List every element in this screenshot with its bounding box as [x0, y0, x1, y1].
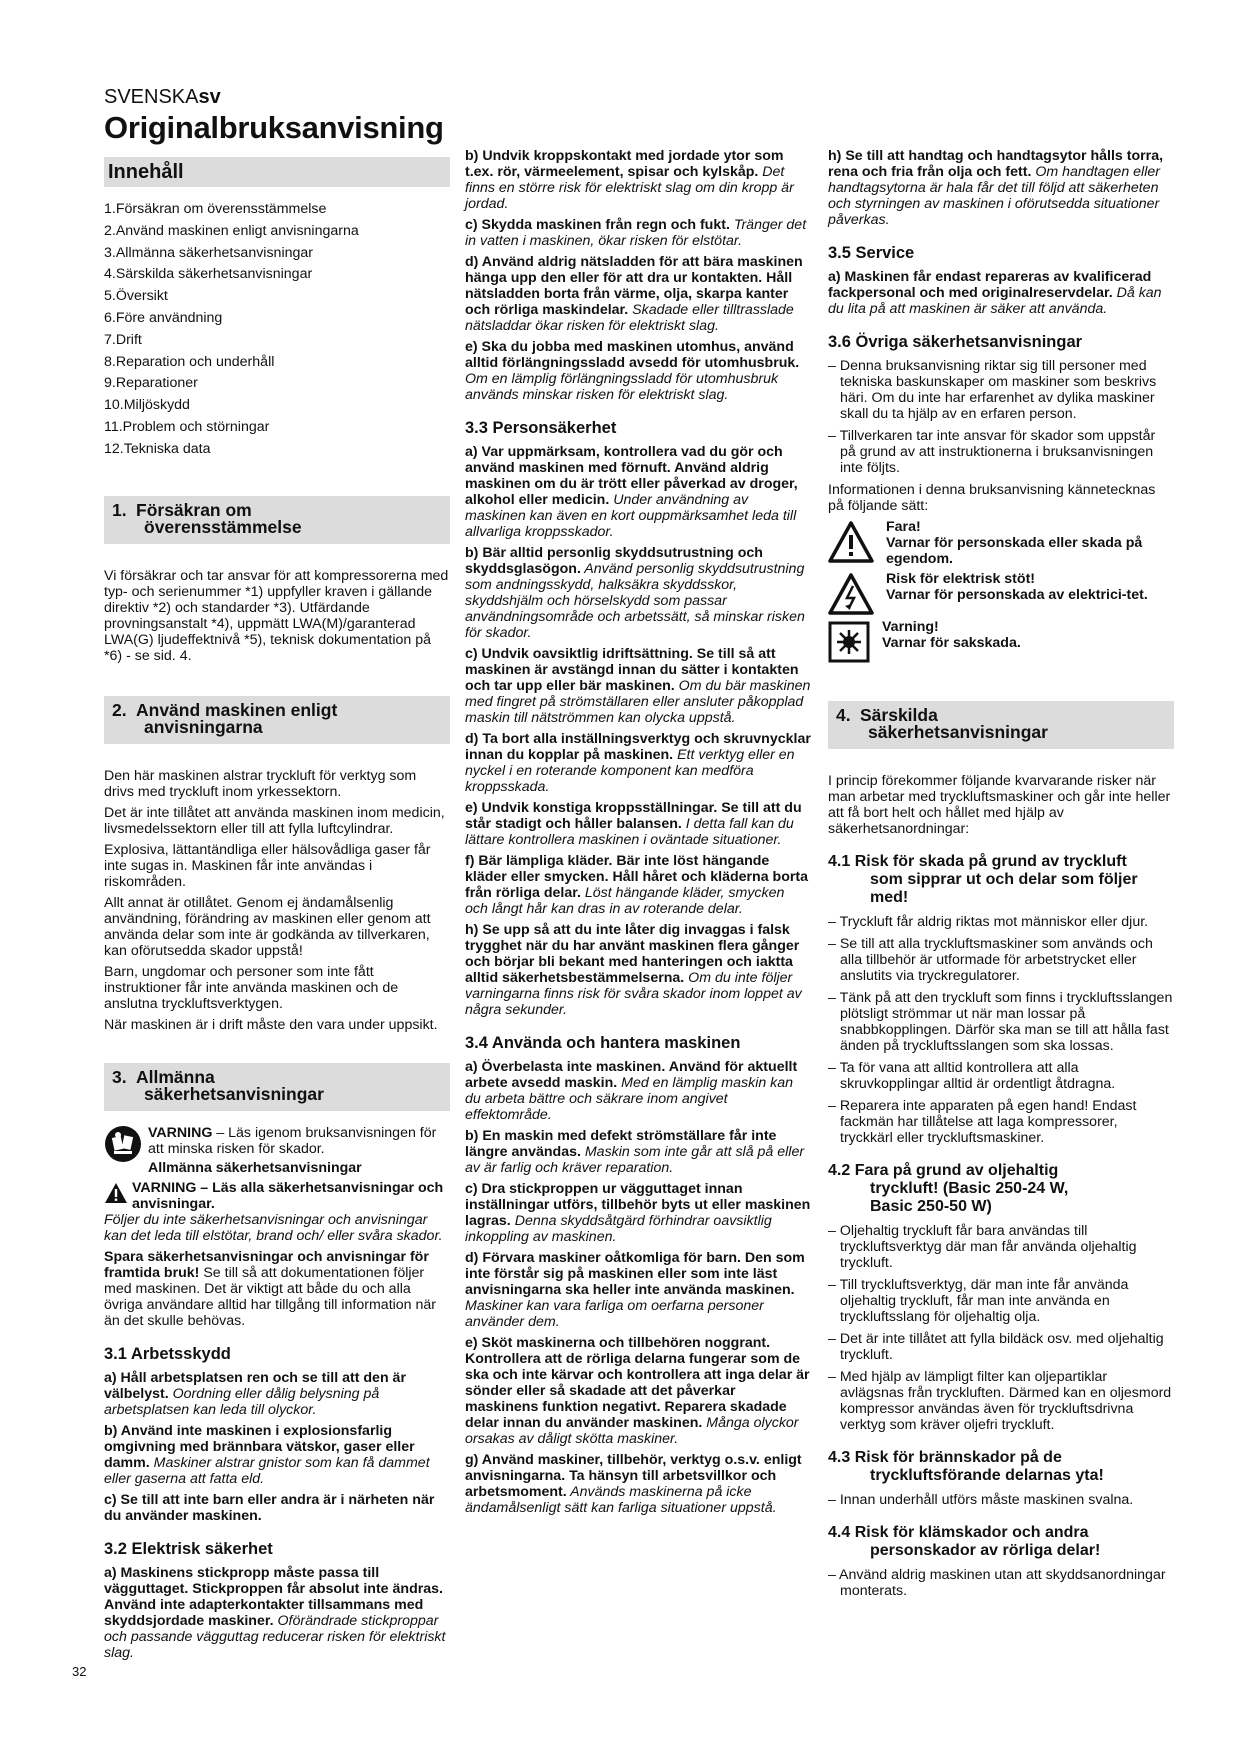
danger-triangle-icon — [828, 521, 874, 563]
bold-text: b) Undvik kroppskontakt med jordade ytor som t.ex. rör, värmeelement, spisar och kylskåp. — [465, 148, 784, 180]
paragraph — [465, 731, 811, 795]
warning-triangle-icon — [104, 1182, 128, 1204]
section-title-line2: säkerhetsanvisningar — [868, 722, 1048, 742]
bold-text: a) Maskinen får endast repareras av kvalificerad fackpersonal och med originalreservdelar. — [828, 269, 1152, 301]
paragraph — [465, 1452, 811, 1516]
paragraph: Allt annat är otillåtet. Genom ej ändamålsenlig användning, förändring av maskinen eller genom att använda delar som inte är godkända av tillverkaren, kan oförutsedda skador uppstå! — [104, 894, 431, 959]
toc-item[interactable]: 8.Reparation och underhåll — [104, 353, 275, 370]
list-item: – Se till att alla tryckluftsmaskiner som används och alla tillbehör är utformade för arbetstrycket eller anslutits via tryckregulatorer. — [828, 936, 1153, 984]
heading-line: Basic 250-50 W) — [870, 1198, 992, 1215]
list-item: – Använd aldrig maskinen utan att skyddsanordningar monterats. — [828, 1567, 1166, 1599]
italic-text: Ett verktyg eller en nyckel i en roterande komponent kan medföra kroppsskada. — [465, 747, 795, 795]
plain-text: Se till så att dokumentationen följer med maskinen. Det är viktigt att både du och alla övriga användare alltid har tillgång till information när än det skulle behövas. — [104, 1264, 437, 1329]
italic-text: Oordning eller dålig belysning på arbetsplatsen kan leda till olyckor. — [104, 1385, 380, 1418]
read-manual-icon — [104, 1125, 142, 1163]
paragraph — [465, 217, 811, 249]
column-2 — [465, 148, 811, 1521]
italic-text: Löst hängande kläder, smycken och långt hår kan dras in av roterande delar. — [465, 885, 785, 917]
paragraph — [104, 1370, 450, 1418]
list-item: – Reparera inte apparaten på egen hand! Endast fackmän har tillåtelse att laga kompressorer, tryckkärl eller tryckluftsmaskiner. — [828, 1098, 1137, 1146]
toc-item[interactable]: 9.Reparationer — [104, 375, 198, 392]
bold-text: e) Undvik konstiga kroppsställningar. Se till att du står stadigt och håller balansen. — [465, 800, 802, 832]
toc-heading: Innehåll — [104, 157, 450, 187]
symbol-danger-text: Fara! Varnar för personskada eller skada på egendom. — [886, 519, 1143, 567]
section-number: 1. — [112, 499, 127, 520]
paragraph — [828, 269, 1174, 317]
list-item: – Till tryckluftsverktyg, där man inte får använda oljehaltig tryckluft, får man inte använda en tryckluftsslang för oljehaltig olja. — [828, 1277, 1129, 1325]
bold-text: a) Överbelasta inte maskinen. Använd för aktuellt arbete avsedd maskin. — [465, 1059, 798, 1091]
paragraph — [465, 1250, 811, 1330]
paragraph — [465, 1181, 811, 1245]
list-item: – Tryckluft får aldrig riktas mot människor eller djur. — [828, 914, 1149, 930]
paragraph — [104, 1423, 450, 1487]
list-item: – Tillverkaren tar inte ansvar för skador som uppstår på grund av att instruktionerna i bruksanvisningen inte följts. — [828, 428, 1156, 476]
italic-text: Används maskinerna på icke ändamålsenligt sätt kan farliga situationer uppstå. — [465, 1484, 777, 1516]
italic-text: Om handtagen eller handtagsytorna är hala får det till följd att säkerheten och styrningen av maskinen i oförutsedda situationer påverkas. — [828, 164, 1160, 228]
symbol-damage-row — [828, 619, 1174, 663]
paragraph — [465, 545, 811, 641]
read-all-warning — [104, 1180, 450, 1244]
toc-item[interactable]: 10.Miljöskydd — [104, 397, 190, 414]
heading-line: tryckluft! (Basic 250-24 W, — [870, 1180, 1069, 1197]
heading-line: tryckluftsförande delarnas yta! — [870, 1467, 1104, 1484]
column-1 — [104, 148, 450, 1666]
bold-text: d) Använd aldrig nätsladden för att bära maskinen hänga upp den eller för att dra ur kontakten. Håll nätsladden borta från värme, olja, skarpa kanter och rörliga maskindelar. — [465, 254, 803, 318]
bold-text: b) Bär alltid personlig skyddsutrustning och skyddsglasögon. — [465, 545, 763, 577]
bold-text: b) Använd inte maskinen i explosionsfarlig omgivning med brännbara vätskor, gaser eller damm. — [104, 1422, 415, 1471]
section-title-line1: Försäkran om — [136, 499, 252, 520]
italic-text: Tränger det in vatten i maskinen, ökar risken för elstötar. — [465, 217, 807, 249]
section-4-heading — [828, 701, 1174, 749]
paragraph — [465, 444, 811, 540]
column-3 — [828, 148, 1174, 1605]
subsection-3-1-heading: 3.1 Arbetsskydd — [104, 1344, 231, 1363]
section-number: 3. — [112, 1066, 127, 1087]
list-item: – Tänk på att den tryckluft som finns i tryckluftsslangen plötsligt strömmar ut när man lossar på snabbkopplingen. Därför ska man se till att hålla fast änden på tryckluftsslangen som ska lossas. — [828, 990, 1173, 1054]
section-title-line2: anvisningarna — [144, 716, 263, 737]
paragraph — [465, 148, 811, 212]
section-1-heading — [104, 496, 450, 544]
symbol-danger-row — [828, 519, 1174, 567]
paragraph — [465, 800, 811, 848]
heading-line: personskador av rörliga delar! — [870, 1542, 1101, 1559]
subsection-4-4-heading — [828, 1524, 1174, 1560]
toc-item[interactable]: 5.Översikt — [104, 288, 168, 305]
italic-text: Det finns en större risk för elektriskt slag om din kropp är jordad. — [465, 164, 794, 212]
bold-text: g) Använd maskiner, tillbehör, verktyg o.s.v. enligt anvisningarna. Ta hänsyn till arbetsvillkor och arbetsmoment. — [465, 1452, 802, 1500]
toc-item[interactable]: 7.Drift — [104, 331, 142, 348]
toc-item[interactable]: 4.Särskilda säkerhetsanvisningar — [104, 266, 313, 283]
subsection-3-6-heading: 3.6 Övriga säkerhetsanvisningar — [828, 333, 1083, 351]
list-item: – Med hjälp av lämpligt filter kan oljepartiklar avlägsnas från tryckluften. Därmed kan en oljesmord kompressor användas även för tryckluftsdrivna verktyg som kräver oljefri tryckluft. — [828, 1369, 1172, 1433]
paragraph — [465, 1059, 811, 1123]
section-title-line1: Särskilda — [860, 705, 938, 725]
warning-label: VARNING — [148, 1124, 213, 1141]
section-title-line2: överensstämmelse — [144, 516, 302, 537]
paragraph — [465, 1128, 811, 1176]
save-instructions-paragraph — [104, 1249, 450, 1329]
toc-item[interactable]: 3.Allmänna säkerhetsanvisningar — [104, 244, 313, 261]
paragraph: När maskinen är i drift måste den vara under uppsikt. — [104, 1016, 438, 1033]
paragraph: Informationen i denna bruksanvisning kännetecknas på följande sätt: — [828, 482, 1156, 514]
section-number: 4. — [836, 705, 851, 725]
toc-item[interactable]: 1.Försäkran om överensstämmelse — [104, 201, 327, 217]
section-1-text: Vi försäkrar och tar ansvar för att kompressorerna med typ- och serienummer *1) uppfyller kraven i gällande direktiv *2) och standarder *3). Utfärdande provningsanstalt *4), uppmätt LWA(M)/garanterad LWA(G) ljudeffektnivå *5), teknisk dokumentation på *6) - se sid. 4. — [104, 567, 449, 664]
bold-text: c) Se till att inte barn eller andra är i närheten när du använder maskinen. — [104, 1491, 435, 1524]
bold-text: f) Bär lämpliga kläder. Bär inte löst hängande kläder eller smycken. Håll håret och kläderna borta från rörliga delar. — [465, 853, 809, 901]
bold-text: e) Ska du jobba med maskinen utomhus, använd alltid förlängningssladd avsedd för utomhusbruk. — [465, 339, 800, 371]
bold-text: Spara säkerhetsanvisningar och anvisningar för framtida bruk! — [104, 1248, 429, 1281]
italic-text: Många olyckor orsakas av dåligt skötta maskiner. — [465, 1415, 799, 1447]
bold-text: h) Se upp så att du inte låter dig invaggas i falsk trygghet när du har använt maskinen flera gånger och börjar bli bekant med hanteringen och iaktta alltid säkerhetsbestämmelserna. — [465, 922, 800, 986]
list-item: – Ta för vana att alltid kontrollera att alla skruvkopplingar alltid är ordentligt åtdragna. — [828, 1060, 1116, 1092]
section-3-heading — [104, 1063, 450, 1111]
subsection-3-4-heading: 3.4 Använda och hantera maskinen — [465, 1034, 741, 1052]
page-title: Originalbruksanvisning — [104, 110, 444, 145]
italic-text: Under användning av maskinen kan även en kort ouppmärksamhet leda till allvarliga kroppsskador. — [465, 492, 797, 540]
language-code: sv — [198, 86, 221, 108]
warning-text-bold: VARNING – Läs alla säkerhetsanvisningar och anvisningar. — [132, 1179, 444, 1212]
heading-line: 4.2 Fara på grund av oljehaltig — [828, 1162, 1059, 1179]
property-damage-icon — [828, 621, 870, 663]
bold-text: c) Skydda maskinen från regn och fukt. — [465, 217, 730, 233]
italic-text: Använd personlig skyddsutrustning som andningsskydd, halksäkra skyddsskor, skyddshjälm och hörselskydd som passar användningsområde och arbetssätt, så minskar risken för skador. — [465, 561, 805, 641]
paragraph — [104, 1565, 450, 1661]
paragraph: Barn, ungdomar och personer som inte fått instruktioner får inte använda maskinen och de anslutna tryckluftsverktygen. — [104, 963, 399, 1012]
symbol-electric-row — [828, 571, 1174, 615]
bold-text: c) Undvik oavsiktlig idriftsättning. Se till så att maskinen är avstängd innan du sätter i kontakten och tar upp eller bär maskinen. — [465, 646, 799, 694]
italic-text: Med en lämplig maskin kan du arbeta bättre och säkrare inom angivet effektområde. — [465, 1075, 794, 1123]
italic-text: Maskiner alstrar gnistor som kan få dammet eller gaserna att fatta eld. — [104, 1454, 430, 1487]
italic-text: Om du bär maskinen med fingret på strömställaren eller ansluter påkopplad maskin till nätströmmen kan olycka uppstå. — [465, 678, 811, 726]
warning-text: – Läs igenom bruksanvisningen för att minska risken för skador. — [148, 1124, 437, 1157]
list-item: – Oljehaltig tryckluft får bara användas till tryckluftsverktyg där man får använda oljehaltig tryckluft. — [828, 1223, 1137, 1271]
bold-text: a) Håll arbetsplatsen ren och se till att den är välbelyst. — [104, 1369, 406, 1402]
italic-text: Skadade eller tilltrasslade nätsladdar ökar risken för elektriskt slag. — [465, 302, 794, 334]
section-2-heading — [104, 696, 450, 744]
heading-line: 4.3 Risk för brännskador på de — [828, 1449, 1062, 1466]
bold-text: a) Var uppmärksam, kontrollera vad du gör och använd maskinen med förnuft. Använd aldrig maskinen om du är trött eller påverkad av droger, alkohol eller medicin. — [465, 444, 798, 508]
electric-shock-icon — [828, 573, 874, 615]
heading-line: med! — [870, 889, 909, 906]
paragraph — [465, 646, 811, 726]
language-label — [104, 86, 221, 109]
italic-text: Denna skyddsåtgärd förhindrar oavsiktlig inkoppling av maskinen. — [465, 1213, 772, 1245]
toc-item[interactable]: 2.Använd maskinen enligt anvisningarna — [104, 222, 359, 239]
paragraph: Den här maskinen alstrar tryckluft för verktyg som drivs med tryckluft inom yrkessektorn. — [104, 767, 417, 800]
paragraph — [465, 853, 811, 917]
paragraph — [828, 148, 1174, 228]
bold-text: b) En maskin med defekt strömställare får inte längre användas. — [465, 1128, 777, 1160]
heading-line: 4.4 Risk för klämskador och andra — [828, 1524, 1089, 1541]
language-name: SVENSKA — [104, 86, 199, 108]
bold-text: c) Dra stickproppen ur vägguttaget innan inställningar utförs, tillbehör byts ut eller maskinen lagras. — [465, 1181, 811, 1229]
italic-text: Oförändrade stickproppar och passande vägguttag reducerar risken för elektriskt slag. — [104, 1612, 446, 1661]
bold-text: d) Förvara maskiner oåtkomliga för barn. Den som inte förstår sig på maskinen eller som inte läst anvisningarna ska heller inte använda maskinen. — [465, 1250, 805, 1298]
paragraph: Det är inte tillåtet att använda maskinen inom medicin, livsmedelssektorn eller till att fylla luftcylindrar. — [104, 804, 445, 837]
bold-text: d) Ta bort alla inställningsverktyg och skruvnycklar innan du kopplar på maskinen. — [465, 731, 811, 763]
paragraph — [465, 254, 811, 334]
bold-text: h) Se till att handtag och handtagsytor hålls torra, rena och fria från olja och fett. — [828, 148, 1164, 180]
italic-text: Om en lämplig förlängningssladd för utomhusbruk används minskar risken för elektriskt slag. — [465, 371, 779, 403]
paragraph: Explosiva, lättantändliga eller hälsovådliga gaser får inte sugas in. Maskinen får inte användas i riskområden. — [104, 841, 431, 890]
warning-text-italic: Följer du inte säkerhetsanvisningar och anvisningar kan det leda till elstötar, brand och/ eller svåra skador. — [104, 1211, 443, 1244]
subsection-4-1-heading — [828, 853, 1174, 907]
toc-item[interactable]: 6.Före användning — [104, 309, 223, 326]
list-item: – Innan underhåll utförs måste maskinen svalna. — [828, 1492, 1134, 1508]
paragraph: I princip förekommer följande kvarvarande risker när man arbetar med tryckluftsmaskiner och går inte heller att få bort helt och hållet med hjälp av säkerhetsanordningar: — [828, 773, 1171, 837]
page-number: 32 — [72, 1664, 87, 1679]
toc-item[interactable]: 11.Problem och störningar — [104, 418, 270, 435]
section-title-line2: säkerhetsanvisningar — [144, 1083, 324, 1104]
heading-line: som sipprar ut och delar som följer — [870, 871, 1138, 888]
paragraph — [465, 922, 811, 1018]
list-item: – Denna bruksanvisning riktar sig till personer med tekniska baskunskaper om maskiner som beskrivs häri. Om du inte har erfarenhet av dylika maskiner skall du ta hjälp av en erfaren person. — [828, 358, 1157, 422]
subsection-4-2-heading — [828, 1162, 1174, 1216]
symbol-damage-text: Varning! Varnar för sakskada. — [882, 619, 1021, 651]
italic-text: Då kan du lita på att maskinen är säker att använda. — [828, 285, 1162, 317]
toc-list — [104, 199, 450, 461]
bold-text: e) Sköt maskinerna och tillbehören noggrant. Kontrollera att de rörliga delarna fungerar som de ska och inte kärvar och kontrollera att inga delar är sönder eller så skadade att det påverkar maskinens funktion negativt. Reparera skadade delar innan du använder maskinen. — [465, 1335, 810, 1431]
subsection-3-3-heading: 3.3 Personsäkerhet — [465, 419, 617, 437]
symbol-electric-text: Risk för elektrisk stöt! Varnar för personskada av elektrici-tet. — [886, 571, 1148, 603]
italic-text: Maskiner kan vara farliga om oerfarna personer använder dem. — [465, 1298, 764, 1330]
general-safety-heading: Allmänna säkerhetsanvisningar — [148, 1159, 362, 1176]
toc-item[interactable]: 12.Tekniska data — [104, 440, 211, 457]
section-number: 2. — [112, 699, 127, 720]
section-title-line1: Använd maskinen enligt — [136, 699, 338, 720]
paragraph — [465, 1335, 811, 1447]
paragraph — [465, 339, 811, 403]
bold-text: a) Maskinens stickpropp måste passa till vägguttaget. Stickproppen får absolut inte ändras. Använd inte adapterkontakter tillsammans med skyddsjordade maskiner. — [104, 1564, 443, 1629]
subsection-4-3-heading — [828, 1449, 1174, 1485]
italic-text: Maskin som inte går att slå på eller av är farlig och kräver reparation. — [465, 1144, 805, 1176]
subsection-3-5-heading: 3.5 Service — [828, 244, 915, 262]
list-item: – Det är inte tillåtet att fylla bildäck osv. med oljehaltig tryckluft. — [828, 1331, 1164, 1363]
read-manual-warning — [104, 1125, 450, 1176]
italic-text: Om du inte följer varningarna finns risk för svåra skador inom loppet av några sekunder. — [465, 970, 802, 1018]
paragraph — [104, 1492, 450, 1524]
subsection-3-2-heading: 3.2 Elektrisk säkerhet — [104, 1539, 273, 1558]
heading-line: 4.1 Risk för skada på grund av tryckluft — [828, 853, 1127, 870]
italic-text: I detta fall kan du lättare kontrollera maskinen i oväntade situationer. — [465, 816, 794, 848]
section-title-line1: Allmänna — [136, 1066, 215, 1087]
